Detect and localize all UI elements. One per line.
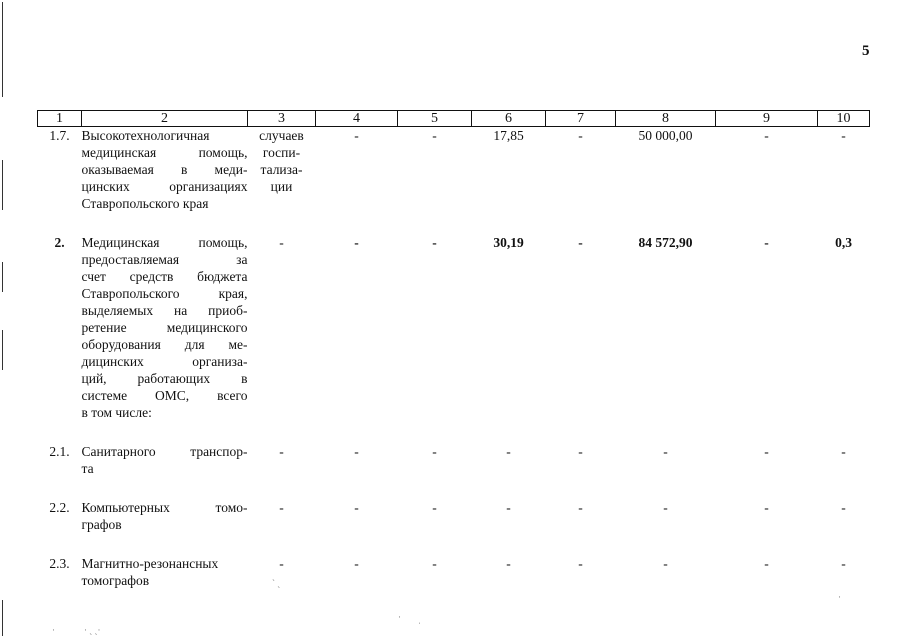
row-number: 2.1.	[49, 444, 70, 459]
data-table	[37, 110, 870, 589]
cell-c4: -	[354, 556, 359, 571]
column-header: 10	[818, 111, 870, 127]
description-line: ций, работающих в	[81, 371, 248, 386]
row-description	[82, 127, 248, 213]
column-header: 6	[472, 111, 546, 127]
description-line: Высокотехнологичная	[81, 128, 210, 143]
scan-margin-line	[2, 2, 3, 97]
row-spacer	[38, 421, 870, 443]
cell-c8: 84 572,90	[638, 235, 693, 250]
column-header: 9	[716, 111, 818, 127]
column-header: 2	[82, 111, 248, 127]
table-header	[38, 111, 870, 127]
description-line: Медицинская помощь,	[81, 235, 248, 250]
scan-margin-line	[2, 600, 3, 636]
description-line: счет средств бюджета	[81, 269, 248, 284]
spacer-cell	[38, 421, 870, 443]
description-line: системе ОМС, всего	[81, 388, 248, 403]
unit-line: тализа-	[260, 162, 303, 177]
scan-artifact: ·	[398, 612, 401, 622]
row-description	[82, 234, 248, 421]
scan-artifact: ·	[838, 592, 841, 602]
row-description	[82, 555, 248, 589]
scan-artifact: ·	[52, 625, 55, 635]
description-line: предоставляемая за	[81, 252, 248, 267]
description-line: томографов	[81, 573, 150, 588]
row-description	[82, 443, 248, 477]
description-line: Магнитно-резонансных	[81, 556, 219, 571]
cell-c4: -	[354, 500, 359, 515]
column-header: 3	[248, 111, 316, 127]
cell-c4: -	[354, 128, 359, 143]
cell-c9: -	[764, 444, 769, 459]
description-line: оборудования для ме-	[81, 337, 248, 352]
unit-line: -	[279, 444, 284, 459]
cell-c8: 50 000,00	[638, 128, 693, 143]
description-line: Санитарного транспор-	[81, 444, 248, 459]
cell-c9: -	[764, 128, 769, 143]
row-unit	[248, 127, 316, 213]
cell-c8: -	[663, 500, 668, 515]
description-line: оказываемая в меди-	[81, 162, 248, 177]
spacer-cell	[38, 533, 870, 555]
description-line: цинских организациях	[81, 179, 248, 194]
table-row	[38, 127, 870, 213]
cell-c7: -	[578, 500, 583, 515]
description-line: ретение медицинского	[81, 320, 248, 335]
row-number: 2.3.	[49, 556, 70, 571]
table-row	[38, 555, 870, 589]
row-number: 2.2.	[49, 500, 70, 515]
unit-line: госпи-	[262, 145, 301, 160]
scan-margin-line	[2, 262, 3, 292]
description-line: графов	[81, 517, 122, 532]
table-row	[38, 443, 870, 477]
cell-c9: -	[764, 500, 769, 515]
description-line: та	[81, 461, 94, 476]
page-number: 5	[862, 43, 870, 59]
description-line: Ставропольского края	[81, 196, 209, 211]
description-line: медицинская помощь,	[81, 145, 248, 160]
spacer-cell	[38, 212, 870, 234]
cell-c5: -	[432, 444, 437, 459]
row-number: 2.	[54, 235, 65, 250]
cell-c5: -	[432, 235, 437, 250]
cell-c5: -	[432, 556, 437, 571]
description-line: Ставропольского края,	[81, 286, 248, 301]
row-number: 1.7.	[49, 128, 70, 143]
cell-c9: -	[764, 235, 769, 250]
cell-c5: -	[432, 128, 437, 143]
row-unit	[248, 499, 316, 533]
row-unit	[248, 555, 316, 589]
description-line: выделяемых на приоб-	[81, 303, 248, 318]
cell-c10: 0,3	[835, 235, 852, 250]
cell-c8: -	[663, 444, 668, 459]
cell-c7: -	[578, 556, 583, 571]
column-header: 1	[38, 111, 82, 127]
cell-c6: 17,85	[493, 128, 524, 143]
cell-c7: -	[578, 444, 583, 459]
unit-line: случаев	[259, 128, 304, 143]
cell-c6: -	[506, 444, 511, 459]
column-header: 5	[398, 111, 472, 127]
column-header: 8	[616, 111, 716, 127]
cell-c5: -	[432, 500, 437, 515]
scan-artifact: ˋ ˎ	[272, 578, 281, 588]
cell-c10: -	[841, 444, 846, 459]
cell-c4: -	[354, 444, 359, 459]
unit-line: -	[279, 235, 284, 250]
cell-c7: -	[578, 235, 583, 250]
scan-artifact: ˌ	[418, 614, 421, 624]
scan-margin-line	[2, 160, 3, 210]
unit-line: -	[279, 500, 284, 515]
description-line: в том числе:	[81, 405, 152, 420]
scan-margin-line	[2, 330, 3, 370]
cell-c8: -	[663, 556, 668, 571]
table-body	[38, 127, 870, 590]
row-unit	[248, 234, 316, 421]
column-header: 4	[316, 111, 398, 127]
cell-c9: -	[764, 556, 769, 571]
row-spacer	[38, 212, 870, 234]
description-line: Компьютерных томо-	[81, 500, 248, 515]
cell-c6: -	[506, 556, 511, 571]
column-header: 7	[546, 111, 616, 127]
row-description	[82, 499, 248, 533]
cell-c4: -	[354, 235, 359, 250]
cell-c10: -	[841, 500, 846, 515]
description-line: дицинских организа-	[81, 354, 248, 369]
row-spacer	[38, 533, 870, 555]
unit-line: -	[279, 556, 284, 571]
unit-line: ции	[270, 179, 293, 194]
scan-artifact: · ˎ ˏ·	[84, 625, 101, 635]
cell-c10: -	[841, 556, 846, 571]
table-row	[38, 234, 870, 421]
row-unit	[248, 443, 316, 477]
table-row	[38, 499, 870, 533]
cell-c7: -	[578, 128, 583, 143]
cell-c6: -	[506, 500, 511, 515]
cell-c6: 30,19	[493, 235, 524, 250]
cell-c10: -	[841, 128, 846, 143]
row-spacer	[38, 477, 870, 499]
spacer-cell	[38, 477, 870, 499]
